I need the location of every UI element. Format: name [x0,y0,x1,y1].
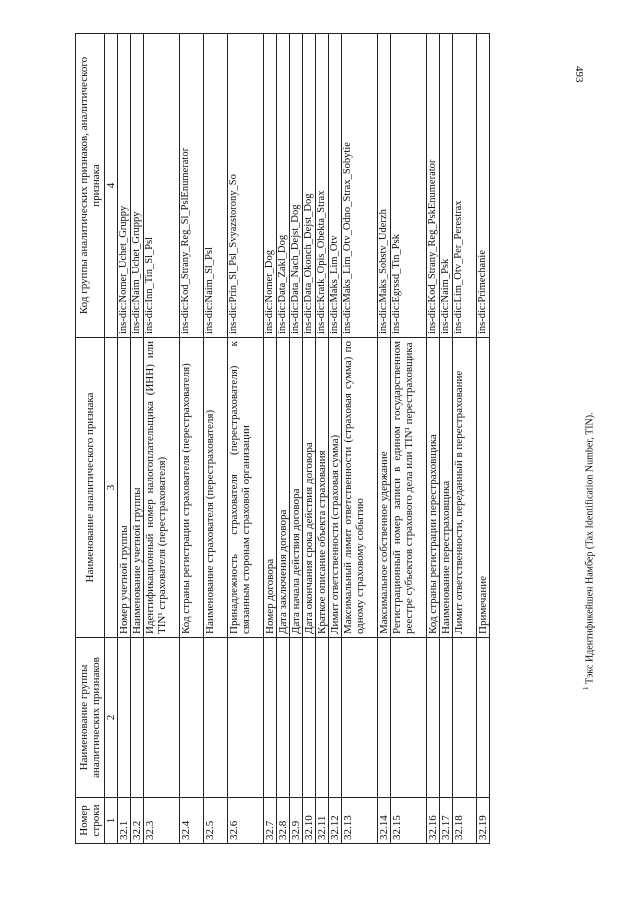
attribute-name-cell: Принадлежность страхователя (перестрахователя) к связанным сторонам страховой организации [228,338,264,638]
group-name-cell [342,638,378,798]
footnote-text: Тэкс Идентификейшен Намбер (Tax Identification Number, TIN). [584,412,596,684]
attribute-name-cell: Лимит ответственности, переданный в перестрахование [453,338,477,638]
attribute-name-cell: Наименование страхователя (перестрахователя) [204,338,228,638]
footnote [582,412,595,690]
table-row [440,34,453,844]
table-row [342,34,378,844]
footnote-marker: 1 [582,686,590,690]
group-name-cell [316,638,329,798]
table-body [118,34,490,844]
attribute-name-cell: Примечание [477,338,490,638]
attribute-name-cell: Идентификационный номер налогоплательщика (ИНН) или TIN¹ страхователя (перестрахователя) [144,338,180,638]
table-row [264,34,277,844]
attribute-code-cell: ins-dic:Nomer_Uchet_Gruppy [118,34,131,338]
attribute-name-cell: Код страны регистрации страхователя (перестрахователя) [180,338,204,638]
attribute-name-cell: Краткое описание объекта страхования [316,338,329,638]
row-number-cell: 32.10 [303,798,316,844]
attribute-code-cell: ins-dic:Primechanie [477,34,490,338]
row-number-cell: 32.16 [427,798,440,844]
rotated-table-container [75,34,563,844]
row-number-cell: 32.19 [477,798,490,844]
table-row [378,34,391,844]
attribute-code-cell: ins-dic:Naim_Uchet_Gruppy [131,34,144,338]
group-name-cell [440,638,453,798]
row-number-cell: 32.17 [440,798,453,844]
table-row [316,34,329,844]
attribute-name-cell: Код страны регистрации перестраховщика [427,338,440,638]
attribute-name-cell: Максимальный лимит ответственности (страховая сумма) по одному страховому событию [342,338,378,638]
attribute-name-cell: Номер учетной группы [118,338,131,638]
row-number-cell: 32.4 [180,798,204,844]
attribute-code-cell: ins-dic:Nomer_Dog [264,34,277,338]
table-row [427,34,440,844]
attribute-name-cell: Дата заключения договора [277,338,290,638]
table-row [180,34,204,844]
attribute-code-cell: ins-dic:Naim_Sl_Psl [204,34,228,338]
row-number-cell: 32.14 [378,798,391,844]
column-index-row [105,34,118,844]
attribute-code-cell: ins-dic:Kod_Strany_Reg_Sl_PslEnumerator [180,34,204,338]
attribute-code-cell: ins-dic:Egrssd_Tin_Psk [391,34,427,338]
table-row [391,34,427,844]
attribute-name-cell: Дата начала действия договора [290,338,303,638]
group-name-cell [391,638,427,798]
row-number-cell: 32.1 [118,798,131,844]
attribute-code-cell: ins-dic:Naim_Psk [440,34,453,338]
table-row [290,34,303,844]
group-name-cell [453,638,477,798]
attribute-name-cell: Номер договора [264,338,277,638]
attribute-code-cell: ins-dic:Maks_Lim_Otv_Odno_Strax_Sobytie [342,34,378,338]
table-row [477,34,490,844]
attribute-code-cell: ins-dic:Kratk_Opis_Obekta_Strax [316,34,329,338]
table-row [277,34,290,844]
group-name-cell [477,638,490,798]
table-row [118,34,131,844]
attribute-code-cell: ins-dic:Lim_Otv_Per_Perestrax [453,34,477,338]
attribute-name-cell: Максимальное собственное удержание [378,338,391,638]
row-number-cell: 32.9 [290,798,303,844]
attributes-table [75,33,490,844]
attribute-code-cell: ins-dic:Data_Zakl_Dog [277,34,290,338]
attribute-code-cell: ins-dic:Maks_Lim_Otv [329,34,342,338]
column-index: 1 [105,798,118,844]
row-number-cell: 32.12 [329,798,342,844]
row-number-cell: 32.15 [391,798,427,844]
table-row [204,34,228,844]
header-group-code: Код группы аналитических признаков, аналитического признака [76,34,105,338]
group-name-cell [427,638,440,798]
group-name-cell [180,638,204,798]
group-name-cell [118,638,131,798]
page-number: 493 [573,66,585,83]
table-row [144,34,180,844]
attribute-code-cell: ins-dic:Maks_Sobstv_Uderzh [378,34,391,338]
group-name-cell [204,638,228,798]
group-name-cell [329,638,342,798]
attribute-name-cell: Дата окончания срока действия договора [303,338,316,638]
header-row-number: Номер строки [76,798,105,844]
row-number-cell: 32.6 [228,798,264,844]
header-attribute-name: Наименование аналитического признака [76,338,105,638]
attribute-name-cell: Регистрационный номер записи в едином государственном реестре субъектов страхового дела или TIN¹ перестраховщика [391,338,427,638]
attribute-code-cell: ins-dic:Inn_Tin_Sl_Psl [144,34,180,338]
column-index: 2 [105,638,118,798]
row-number-cell: 32.18 [453,798,477,844]
row-number-cell: 32.8 [277,798,290,844]
row-number-cell: 32.3 [144,798,180,844]
table-row [303,34,316,844]
group-name-cell [264,638,277,798]
column-index: 3 [105,338,118,638]
table-header-row [76,34,105,844]
attribute-name-cell: Наименование перестраховщика [440,338,453,638]
group-name-cell [303,638,316,798]
row-number-cell: 32.13 [342,798,378,844]
table-row [228,34,264,844]
group-name-cell [277,638,290,798]
row-number-cell: 32.11 [316,798,329,844]
column-index: 4 [105,34,118,338]
attribute-code-cell: ins-dic:Data_Okonch_Dejst_Dog [303,34,316,338]
group-name-cell [378,638,391,798]
table-row [131,34,144,844]
header-group-name: Наименование группы аналитических признаков [76,638,105,798]
attribute-name-cell: Лимит ответственности (страховая сумма) [329,338,342,638]
attribute-code-cell: ins-dic:Data_Nach_Dejst_Dog [290,34,303,338]
group-name-cell [290,638,303,798]
attribute-name-cell: Наименование учетной группы [131,338,144,638]
attribute-code-cell: ins-dic:Kod_Strany_Reg_PskEnumerator [427,34,440,338]
group-name-cell [144,638,180,798]
row-number-cell: 32.2 [131,798,144,844]
table-row [453,34,477,844]
group-name-cell [228,638,264,798]
attribute-code-cell: ins-dic:Prin_Sl_Psl_Svyazstorony_So [228,34,264,338]
row-number-cell: 32.5 [204,798,228,844]
group-name-cell [131,638,144,798]
table-row [329,34,342,844]
row-number-cell: 32.7 [264,798,277,844]
